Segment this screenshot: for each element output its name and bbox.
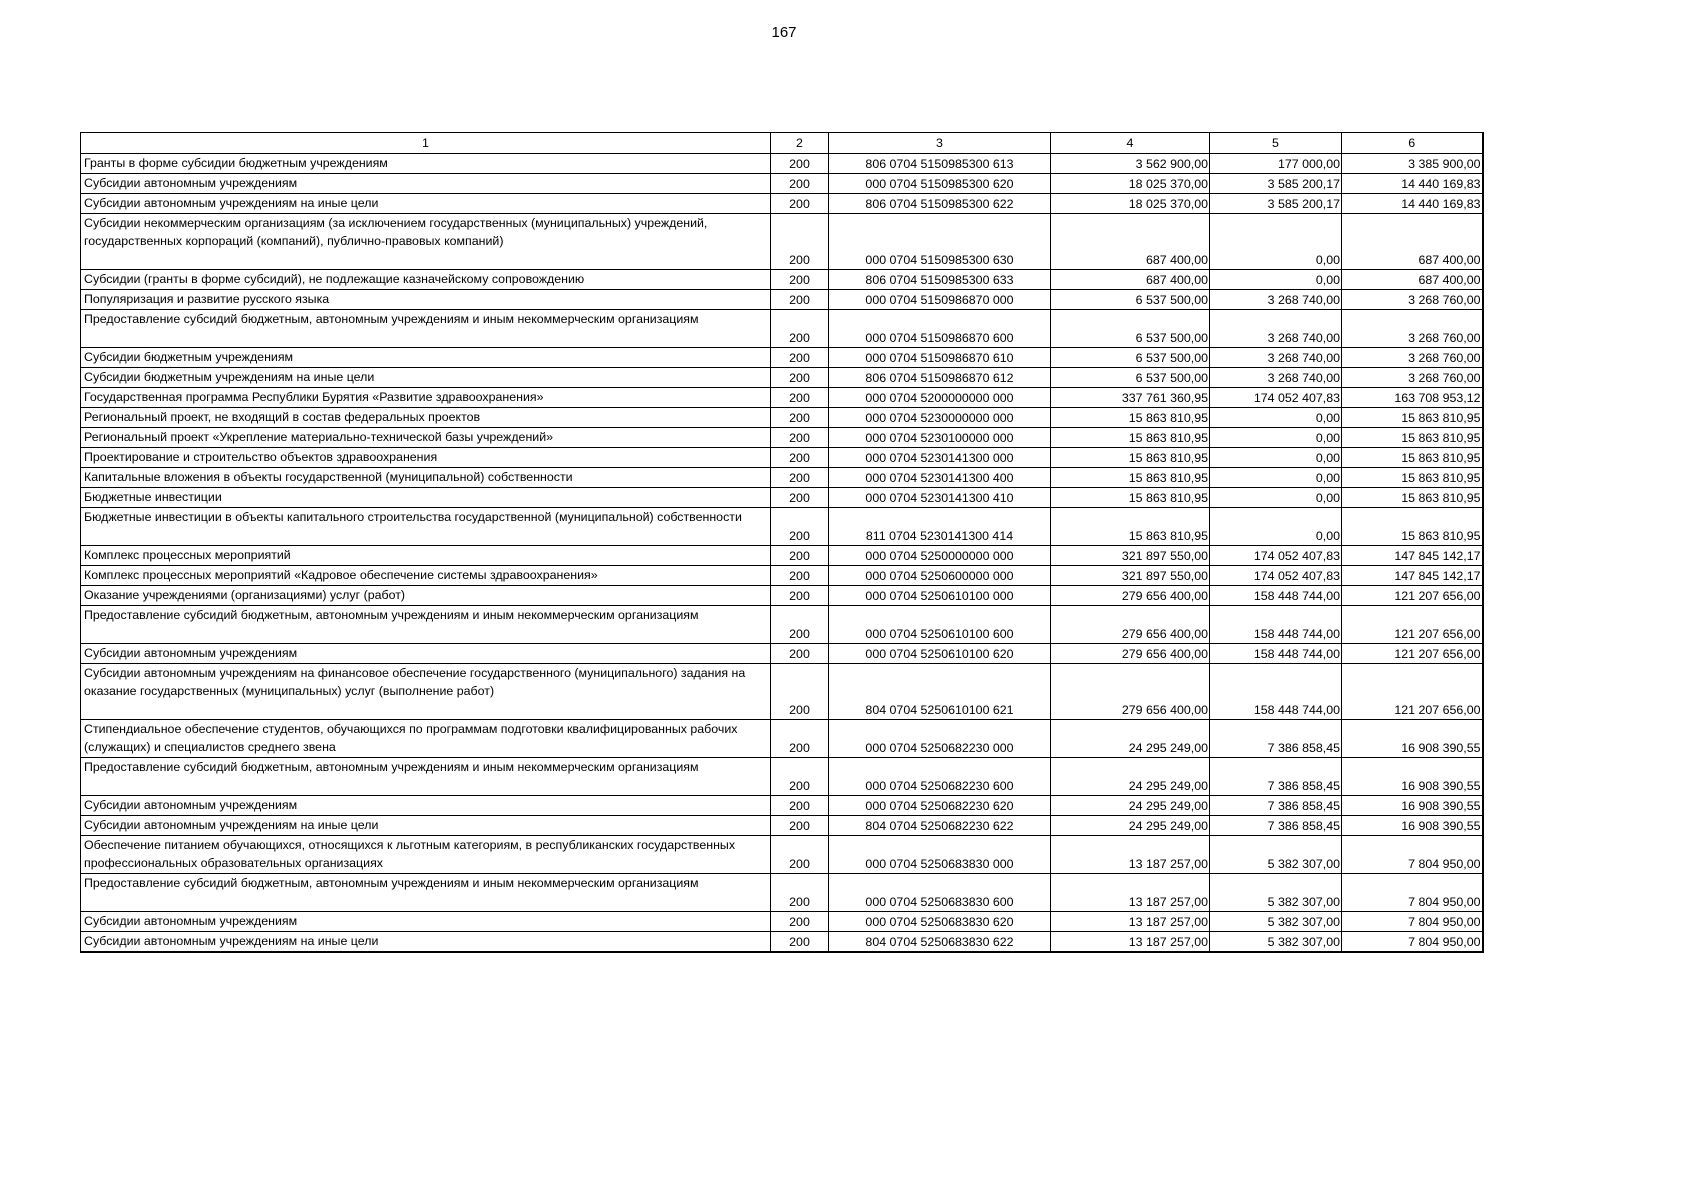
row-line-code: 200 (771, 836, 829, 874)
row-executed-amount: 0,00 (1210, 408, 1342, 428)
row-planned-amount: 15 863 810,95 (1051, 408, 1210, 428)
table-row (81, 468, 1483, 488)
row-classification-code: 804 0704 5250610100 621 (829, 664, 1051, 720)
row-classification-code: 000 0704 5150986870 600 (829, 310, 1051, 348)
row-name: Стипендиальное обеспечение студентов, обучающихся по программам подготовки квалифицированных рабочих (служащих) и специалистов среднего звена (81, 720, 771, 758)
row-classification-code: 806 0704 5150985300 613 (829, 154, 1051, 174)
row-remaining-amount: 14 440 169,83 (1342, 194, 1483, 214)
row-executed-amount: 0,00 (1210, 428, 1342, 448)
row-name: Субсидии автономным учреждениям (81, 912, 771, 932)
row-classification-code: 806 0704 5150985300 633 (829, 270, 1051, 290)
table-row (81, 720, 1483, 758)
row-planned-amount: 687 400,00 (1051, 214, 1210, 270)
row-classification-code: 000 0704 5250682230 000 (829, 720, 1051, 758)
row-remaining-amount: 121 207 656,00 (1342, 644, 1483, 664)
row-executed-amount: 3 268 740,00 (1210, 348, 1342, 368)
row-classification-code: 000 0704 5250000000 000 (829, 546, 1051, 566)
table-row (81, 912, 1483, 932)
row-executed-amount: 5 382 307,00 (1210, 836, 1342, 874)
table-row (81, 758, 1483, 796)
row-planned-amount: 13 187 257,00 (1051, 932, 1210, 953)
row-line-code: 200 (771, 758, 829, 796)
row-classification-code: 806 0704 5150986870 612 (829, 368, 1051, 388)
row-line-code: 200 (771, 348, 829, 368)
row-name: Субсидии автономным учреждениям на иные цели (81, 932, 771, 953)
row-name: Оказание учреждениями (организациями) услуг (работ) (81, 586, 771, 606)
row-remaining-amount: 15 863 810,95 (1342, 408, 1483, 428)
row-planned-amount: 279 656 400,00 (1051, 586, 1210, 606)
table-row (81, 664, 1483, 720)
row-line-code: 200 (771, 310, 829, 348)
row-line-code: 200 (771, 488, 829, 508)
row-line-code: 200 (771, 874, 829, 912)
row-name: Предоставление субсидий бюджетным, автономным учреждениям и иным некоммерческим организациям (81, 758, 771, 796)
row-name: Субсидии бюджетным учреждениям на иные цели (81, 368, 771, 388)
row-executed-amount: 158 448 744,00 (1210, 606, 1342, 644)
row-classification-code: 000 0704 5250610100 620 (829, 644, 1051, 664)
row-executed-amount: 0,00 (1210, 448, 1342, 468)
header-col-1: 1 (81, 133, 771, 154)
row-classification-code: 811 0704 5230141300 414 (829, 508, 1051, 546)
row-line-code: 200 (771, 586, 829, 606)
row-name: Капитальные вложения в объекты государственной (муниципальной) собственности (81, 468, 771, 488)
row-line-code: 200 (771, 816, 829, 836)
row-classification-code: 000 0704 5150985300 620 (829, 174, 1051, 194)
row-planned-amount: 321 897 550,00 (1051, 546, 1210, 566)
row-executed-amount: 174 052 407,83 (1210, 566, 1342, 586)
row-classification-code: 000 0704 5230141300 400 (829, 468, 1051, 488)
row-classification-code: 000 0704 5250683830 620 (829, 912, 1051, 932)
table-row (81, 428, 1483, 448)
row-planned-amount: 321 897 550,00 (1051, 566, 1210, 586)
row-line-code: 200 (771, 368, 829, 388)
row-remaining-amount: 121 207 656,00 (1342, 586, 1483, 606)
table-row (81, 348, 1483, 368)
row-classification-code: 000 0704 5250683830 600 (829, 874, 1051, 912)
row-planned-amount: 687 400,00 (1051, 270, 1210, 290)
row-name: Проектирование и строительство объектов здравоохранения (81, 448, 771, 468)
row-classification-code: 804 0704 5250682230 622 (829, 816, 1051, 836)
row-line-code: 200 (771, 174, 829, 194)
row-name: Субсидии автономным учреждениям (81, 174, 771, 194)
row-name: Субсидии автономным учреждениям (81, 796, 771, 816)
row-classification-code: 000 0704 5150986870 610 (829, 348, 1051, 368)
row-planned-amount: 279 656 400,00 (1051, 664, 1210, 720)
row-remaining-amount: 3 268 760,00 (1342, 368, 1483, 388)
row-classification-code: 000 0704 5150985300 630 (829, 214, 1051, 270)
row-executed-amount: 0,00 (1210, 508, 1342, 546)
row-planned-amount: 15 863 810,95 (1051, 508, 1210, 546)
row-remaining-amount: 7 804 950,00 (1342, 932, 1483, 953)
row-executed-amount: 0,00 (1210, 214, 1342, 270)
table-row (81, 508, 1483, 546)
row-planned-amount: 15 863 810,95 (1051, 468, 1210, 488)
table-row (81, 566, 1483, 586)
row-line-code: 200 (771, 468, 829, 488)
row-remaining-amount: 16 908 390,55 (1342, 816, 1483, 836)
table-row (81, 368, 1483, 388)
row-classification-code: 000 0704 5250682230 600 (829, 758, 1051, 796)
row-name: Региональный проект, не входящий в состав федеральных проектов (81, 408, 771, 428)
row-executed-amount: 0,00 (1210, 468, 1342, 488)
table-row (81, 874, 1483, 912)
row-executed-amount: 158 448 744,00 (1210, 586, 1342, 606)
row-executed-amount: 5 382 307,00 (1210, 874, 1342, 912)
row-name: Бюджетные инвестиции (81, 488, 771, 508)
row-planned-amount: 279 656 400,00 (1051, 644, 1210, 664)
row-planned-amount: 13 187 257,00 (1051, 836, 1210, 874)
row-classification-code: 000 0704 5250610100 000 (829, 586, 1051, 606)
row-line-code: 200 (771, 194, 829, 214)
table-row (81, 448, 1483, 468)
row-line-code: 200 (771, 214, 829, 270)
table-row (81, 932, 1483, 953)
row-classification-code: 000 0704 5150986870 000 (829, 290, 1051, 310)
row-planned-amount: 6 537 500,00 (1051, 368, 1210, 388)
row-planned-amount: 13 187 257,00 (1051, 912, 1210, 932)
table-row (81, 214, 1483, 270)
row-name: Популяризация и развитие русского языка (81, 290, 771, 310)
row-name: Гранты в форме субсидии бюджетным учреждениям (81, 154, 771, 174)
row-classification-code: 000 0704 5230000000 000 (829, 408, 1051, 428)
row-executed-amount: 3 268 740,00 (1210, 290, 1342, 310)
row-classification-code: 000 0704 5250683830 000 (829, 836, 1051, 874)
row-remaining-amount: 7 804 950,00 (1342, 836, 1483, 874)
header-col-4: 4 (1051, 133, 1210, 154)
row-remaining-amount: 14 440 169,83 (1342, 174, 1483, 194)
row-name: Субсидии автономным учреждениям (81, 644, 771, 664)
row-name: Субсидии бюджетным учреждениям (81, 348, 771, 368)
row-classification-code: 000 0704 5250682230 620 (829, 796, 1051, 816)
row-planned-amount: 24 295 249,00 (1051, 816, 1210, 836)
row-planned-amount: 337 761 360,95 (1051, 388, 1210, 408)
row-planned-amount: 6 537 500,00 (1051, 290, 1210, 310)
row-executed-amount: 174 052 407,83 (1210, 388, 1342, 408)
row-remaining-amount: 121 207 656,00 (1342, 606, 1483, 644)
row-planned-amount: 6 537 500,00 (1051, 348, 1210, 368)
row-classification-code: 000 0704 5250600000 000 (829, 566, 1051, 586)
row-remaining-amount: 15 863 810,95 (1342, 428, 1483, 448)
table-row (81, 194, 1483, 214)
row-planned-amount: 24 295 249,00 (1051, 796, 1210, 816)
row-line-code: 200 (771, 644, 829, 664)
budget-table (80, 132, 1484, 953)
row-planned-amount: 18 025 370,00 (1051, 194, 1210, 214)
row-executed-amount: 3 268 740,00 (1210, 310, 1342, 348)
table-row (81, 606, 1483, 644)
row-executed-amount: 3 585 200,17 (1210, 174, 1342, 194)
row-name: Предоставление субсидий бюджетным, автономным учреждениям и иным некоммерческим организациям (81, 310, 771, 348)
row-planned-amount: 279 656 400,00 (1051, 606, 1210, 644)
row-remaining-amount: 3 268 760,00 (1342, 310, 1483, 348)
row-remaining-amount: 15 863 810,95 (1342, 468, 1483, 488)
row-name: Предоставление субсидий бюджетным, автономным учреждениям и иным некоммерческим организациям (81, 606, 771, 644)
row-name: Предоставление субсидий бюджетным, автономным учреждениям и иным некоммерческим организациям (81, 874, 771, 912)
row-line-code: 200 (771, 154, 829, 174)
row-line-code: 200 (771, 290, 829, 310)
row-line-code: 200 (771, 664, 829, 720)
row-line-code: 200 (771, 566, 829, 586)
row-planned-amount: 6 537 500,00 (1051, 310, 1210, 348)
page-number: 167 (771, 24, 797, 41)
row-executed-amount: 7 386 858,45 (1210, 758, 1342, 796)
header-col-2: 2 (771, 133, 829, 154)
table-body (81, 154, 1483, 953)
row-executed-amount: 158 448 744,00 (1210, 664, 1342, 720)
row-line-code: 200 (771, 428, 829, 448)
row-name: Государственная программа Республики Бурятия «Развитие здравоохранения» (81, 388, 771, 408)
row-executed-amount: 158 448 744,00 (1210, 644, 1342, 664)
row-name: Бюджетные инвестиции в объекты капитального строительства государственной (муниципальной) собственности (81, 508, 771, 546)
row-name: Субсидии автономным учреждениям на иные цели (81, 194, 771, 214)
table-row (81, 546, 1483, 566)
row-remaining-amount: 15 863 810,95 (1342, 448, 1483, 468)
table-row (81, 488, 1483, 508)
row-line-code: 200 (771, 270, 829, 290)
row-name: Субсидии автономным учреждениям на иные цели (81, 816, 771, 836)
row-remaining-amount: 7 804 950,00 (1342, 874, 1483, 912)
row-planned-amount: 24 295 249,00 (1051, 720, 1210, 758)
row-classification-code: 806 0704 5150985300 622 (829, 194, 1051, 214)
row-line-code: 200 (771, 508, 829, 546)
row-remaining-amount: 3 268 760,00 (1342, 290, 1483, 310)
table-row (81, 586, 1483, 606)
table-row (81, 388, 1483, 408)
row-executed-amount: 3 585 200,17 (1210, 194, 1342, 214)
row-remaining-amount: 16 908 390,55 (1342, 758, 1483, 796)
row-executed-amount: 0,00 (1210, 270, 1342, 290)
row-remaining-amount: 121 207 656,00 (1342, 664, 1483, 720)
row-name: Комплекс процессных мероприятий «Кадровое обеспечение системы здравоохранения» (81, 566, 771, 586)
row-executed-amount: 7 386 858,45 (1210, 796, 1342, 816)
row-line-code: 200 (771, 912, 829, 932)
table-row (81, 836, 1483, 874)
row-line-code: 200 (771, 606, 829, 644)
row-executed-amount: 7 386 858,45 (1210, 720, 1342, 758)
row-remaining-amount: 3 268 760,00 (1342, 348, 1483, 368)
row-remaining-amount: 147 845 142,17 (1342, 546, 1483, 566)
row-name: Субсидии (гранты в форме субсидий), не подлежащие казначейскому сопровождению (81, 270, 771, 290)
table-row (81, 644, 1483, 664)
row-remaining-amount: 7 804 950,00 (1342, 912, 1483, 932)
row-name: Субсидии некоммерческим организациям (за исключением государственных (муниципальных) учреждений, государственных корпораций (компаний), публично-правовых компаний) (81, 214, 771, 270)
table-row (81, 310, 1483, 348)
row-executed-amount: 0,00 (1210, 488, 1342, 508)
row-line-code: 200 (771, 932, 829, 953)
row-name: Обеспечение питанием обучающихся, относящихся к льготным категориям, в республиканских государственных профессиональных образовательных организациях (81, 836, 771, 874)
row-executed-amount: 3 268 740,00 (1210, 368, 1342, 388)
row-line-code: 200 (771, 408, 829, 428)
row-classification-code: 804 0704 5250683830 622 (829, 932, 1051, 953)
row-planned-amount: 15 863 810,95 (1051, 428, 1210, 448)
row-classification-code: 000 0704 5230141300 410 (829, 488, 1051, 508)
table-row (81, 174, 1483, 194)
row-planned-amount: 15 863 810,95 (1051, 488, 1210, 508)
header-col-6: 6 (1342, 133, 1483, 154)
row-remaining-amount: 163 708 953,12 (1342, 388, 1483, 408)
row-executed-amount: 174 052 407,83 (1210, 546, 1342, 566)
row-remaining-amount: 15 863 810,95 (1342, 508, 1483, 546)
row-remaining-amount: 3 385 900,00 (1342, 154, 1483, 174)
row-name: Комплекс процессных мероприятий (81, 546, 771, 566)
table-row (81, 290, 1483, 310)
header-col-3: 3 (829, 133, 1051, 154)
row-remaining-amount: 15 863 810,95 (1342, 488, 1483, 508)
row-planned-amount: 15 863 810,95 (1051, 448, 1210, 468)
row-line-code: 200 (771, 448, 829, 468)
row-executed-amount: 5 382 307,00 (1210, 912, 1342, 932)
header-row (81, 133, 1483, 154)
table-row (81, 796, 1483, 816)
row-classification-code: 000 0704 5200000000 000 (829, 388, 1051, 408)
row-remaining-amount: 147 845 142,17 (1342, 566, 1483, 586)
header-col-5: 5 (1210, 133, 1342, 154)
row-name: Субсидии автономным учреждениям на финансовое обеспечение государственного (муниципального) задания на оказание государственных (муниципальных) услуг (выполнение работ) (81, 664, 771, 720)
table-row (81, 816, 1483, 836)
row-line-code: 200 (771, 796, 829, 816)
row-planned-amount: 24 295 249,00 (1051, 758, 1210, 796)
row-remaining-amount: 16 908 390,55 (1342, 796, 1483, 816)
table-row (81, 408, 1483, 428)
row-line-code: 200 (771, 546, 829, 566)
row-planned-amount: 3 562 900,00 (1051, 154, 1210, 174)
table-row (81, 270, 1483, 290)
row-line-code: 200 (771, 720, 829, 758)
table-row (81, 154, 1483, 174)
row-name: Региональный проект «Укрепление материально-технической базы учреждений» (81, 428, 771, 448)
row-remaining-amount: 687 400,00 (1342, 270, 1483, 290)
row-remaining-amount: 16 908 390,55 (1342, 720, 1483, 758)
row-classification-code: 000 0704 5230100000 000 (829, 428, 1051, 448)
row-classification-code: 000 0704 5230141300 000 (829, 448, 1051, 468)
row-planned-amount: 13 187 257,00 (1051, 874, 1210, 912)
row-executed-amount: 177 000,00 (1210, 154, 1342, 174)
row-planned-amount: 18 025 370,00 (1051, 174, 1210, 194)
row-remaining-amount: 687 400,00 (1342, 214, 1483, 270)
row-executed-amount: 5 382 307,00 (1210, 932, 1342, 953)
row-executed-amount: 7 386 858,45 (1210, 816, 1342, 836)
row-line-code: 200 (771, 388, 829, 408)
row-classification-code: 000 0704 5250610100 600 (829, 606, 1051, 644)
